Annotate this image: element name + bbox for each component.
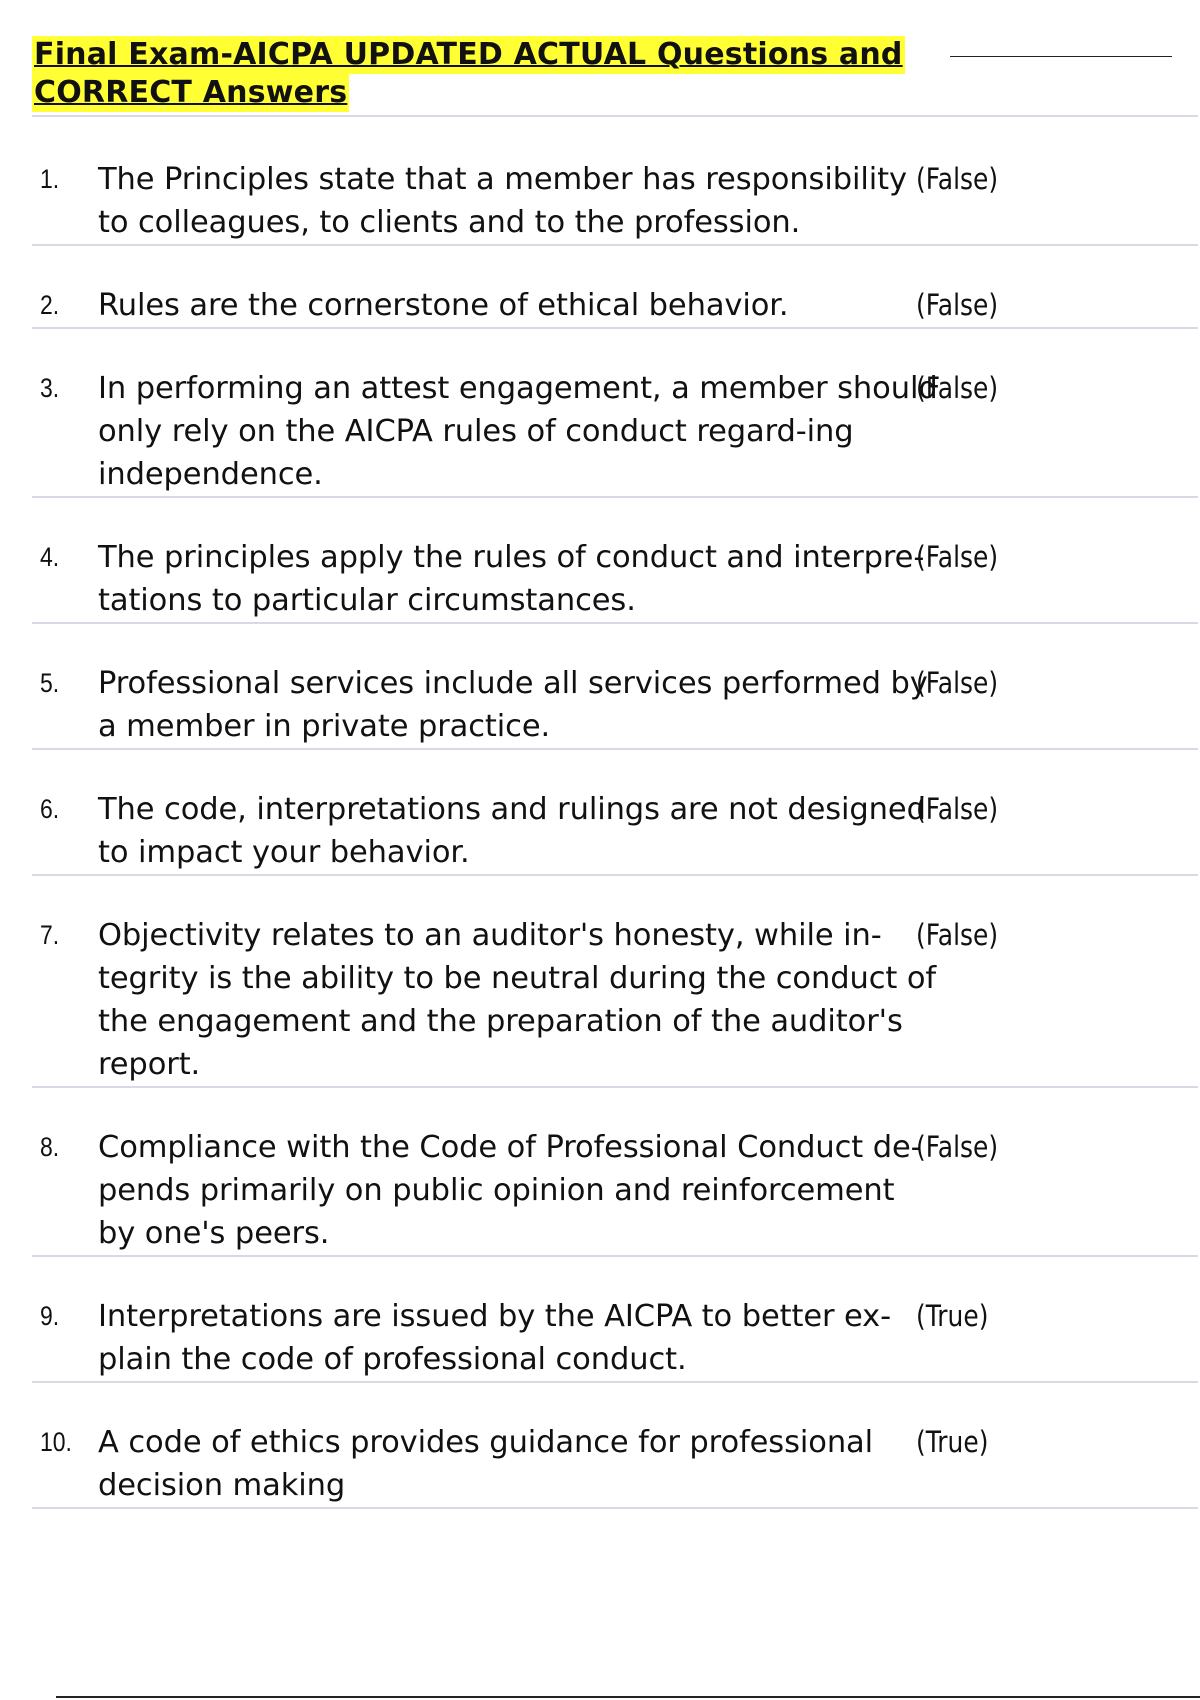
question-item [32,1257,1198,1383]
question-text: The Principles state that a member has responsibility to colleagues, to clients and to the profession. [98,162,907,240]
question-item [32,876,1198,1088]
question-answer: (True) [916,1299,989,1333]
question-answer: (False) [916,371,999,405]
question-number: 5. [40,668,60,698]
question-text: Rules are the cornerstone of ethical behavior. [98,288,789,323]
question-item [32,118,1198,246]
title-separator [32,115,1198,117]
question-list [32,118,1198,1509]
question-item [32,246,1198,329]
question-item [32,1088,1198,1257]
question-text: Objectivity relates to an auditor's honesty, while in-tegrity is the ability to be neutral during the conduct of the engagement and the preparation of the auditor's report. [98,918,937,1082]
question-answer: (False) [916,288,999,322]
question-number: 4. [40,542,60,572]
title-rule [950,56,1172,57]
question-number: 6. [40,794,60,824]
question-answer: (False) [916,162,999,196]
question-text: In performing an attest engagement, a member should only rely on the AICPA rules of conduct regard-ing independence. [98,371,938,492]
question-number: 2. [40,290,60,320]
document-title [32,36,1142,112]
question-text: The code, interpretations and rulings are not designed to impact your behavior. [98,792,926,870]
question-text: Interpretations are issued by the AICPA to better ex-plain the code of professional conduct. [98,1299,892,1377]
question-number: 7. [40,920,60,950]
question-item [32,329,1198,498]
question-text: Compliance with the Code of Professional Conduct de-pends primarily on public opinion and reinforcement by one's peers. [98,1130,922,1251]
question-number: 3. [40,373,60,403]
question-text: Professional services include all services performed by a member in private practice. [98,666,928,744]
question-answer: (False) [916,666,999,700]
question-answer: (False) [916,1130,999,1164]
question-answer: (False) [916,540,999,574]
title-line-2: CORRECT Answers [34,75,348,110]
question-item [32,624,1198,750]
question-item [32,498,1198,624]
question-number: 9. [40,1301,60,1331]
question-number: 10. [40,1427,72,1457]
question-answer: (False) [916,918,999,952]
title-line-1: Final Exam-AICPA UPDATED ACTUAL Questions and [34,37,903,72]
question-item [32,750,1198,876]
question-text: A code of ethics provides guidance for professional decision making [98,1425,874,1503]
question-answer: (False) [916,792,999,826]
question-number: 8. [40,1132,60,1162]
question-number: 1. [40,164,60,194]
question-item [32,1383,1198,1509]
question-answer: (True) [916,1425,989,1459]
footer-rule [56,1696,1200,1698]
question-text: The principles apply the rules of conduct and interpre-tations to particular circumstances. [98,540,925,618]
